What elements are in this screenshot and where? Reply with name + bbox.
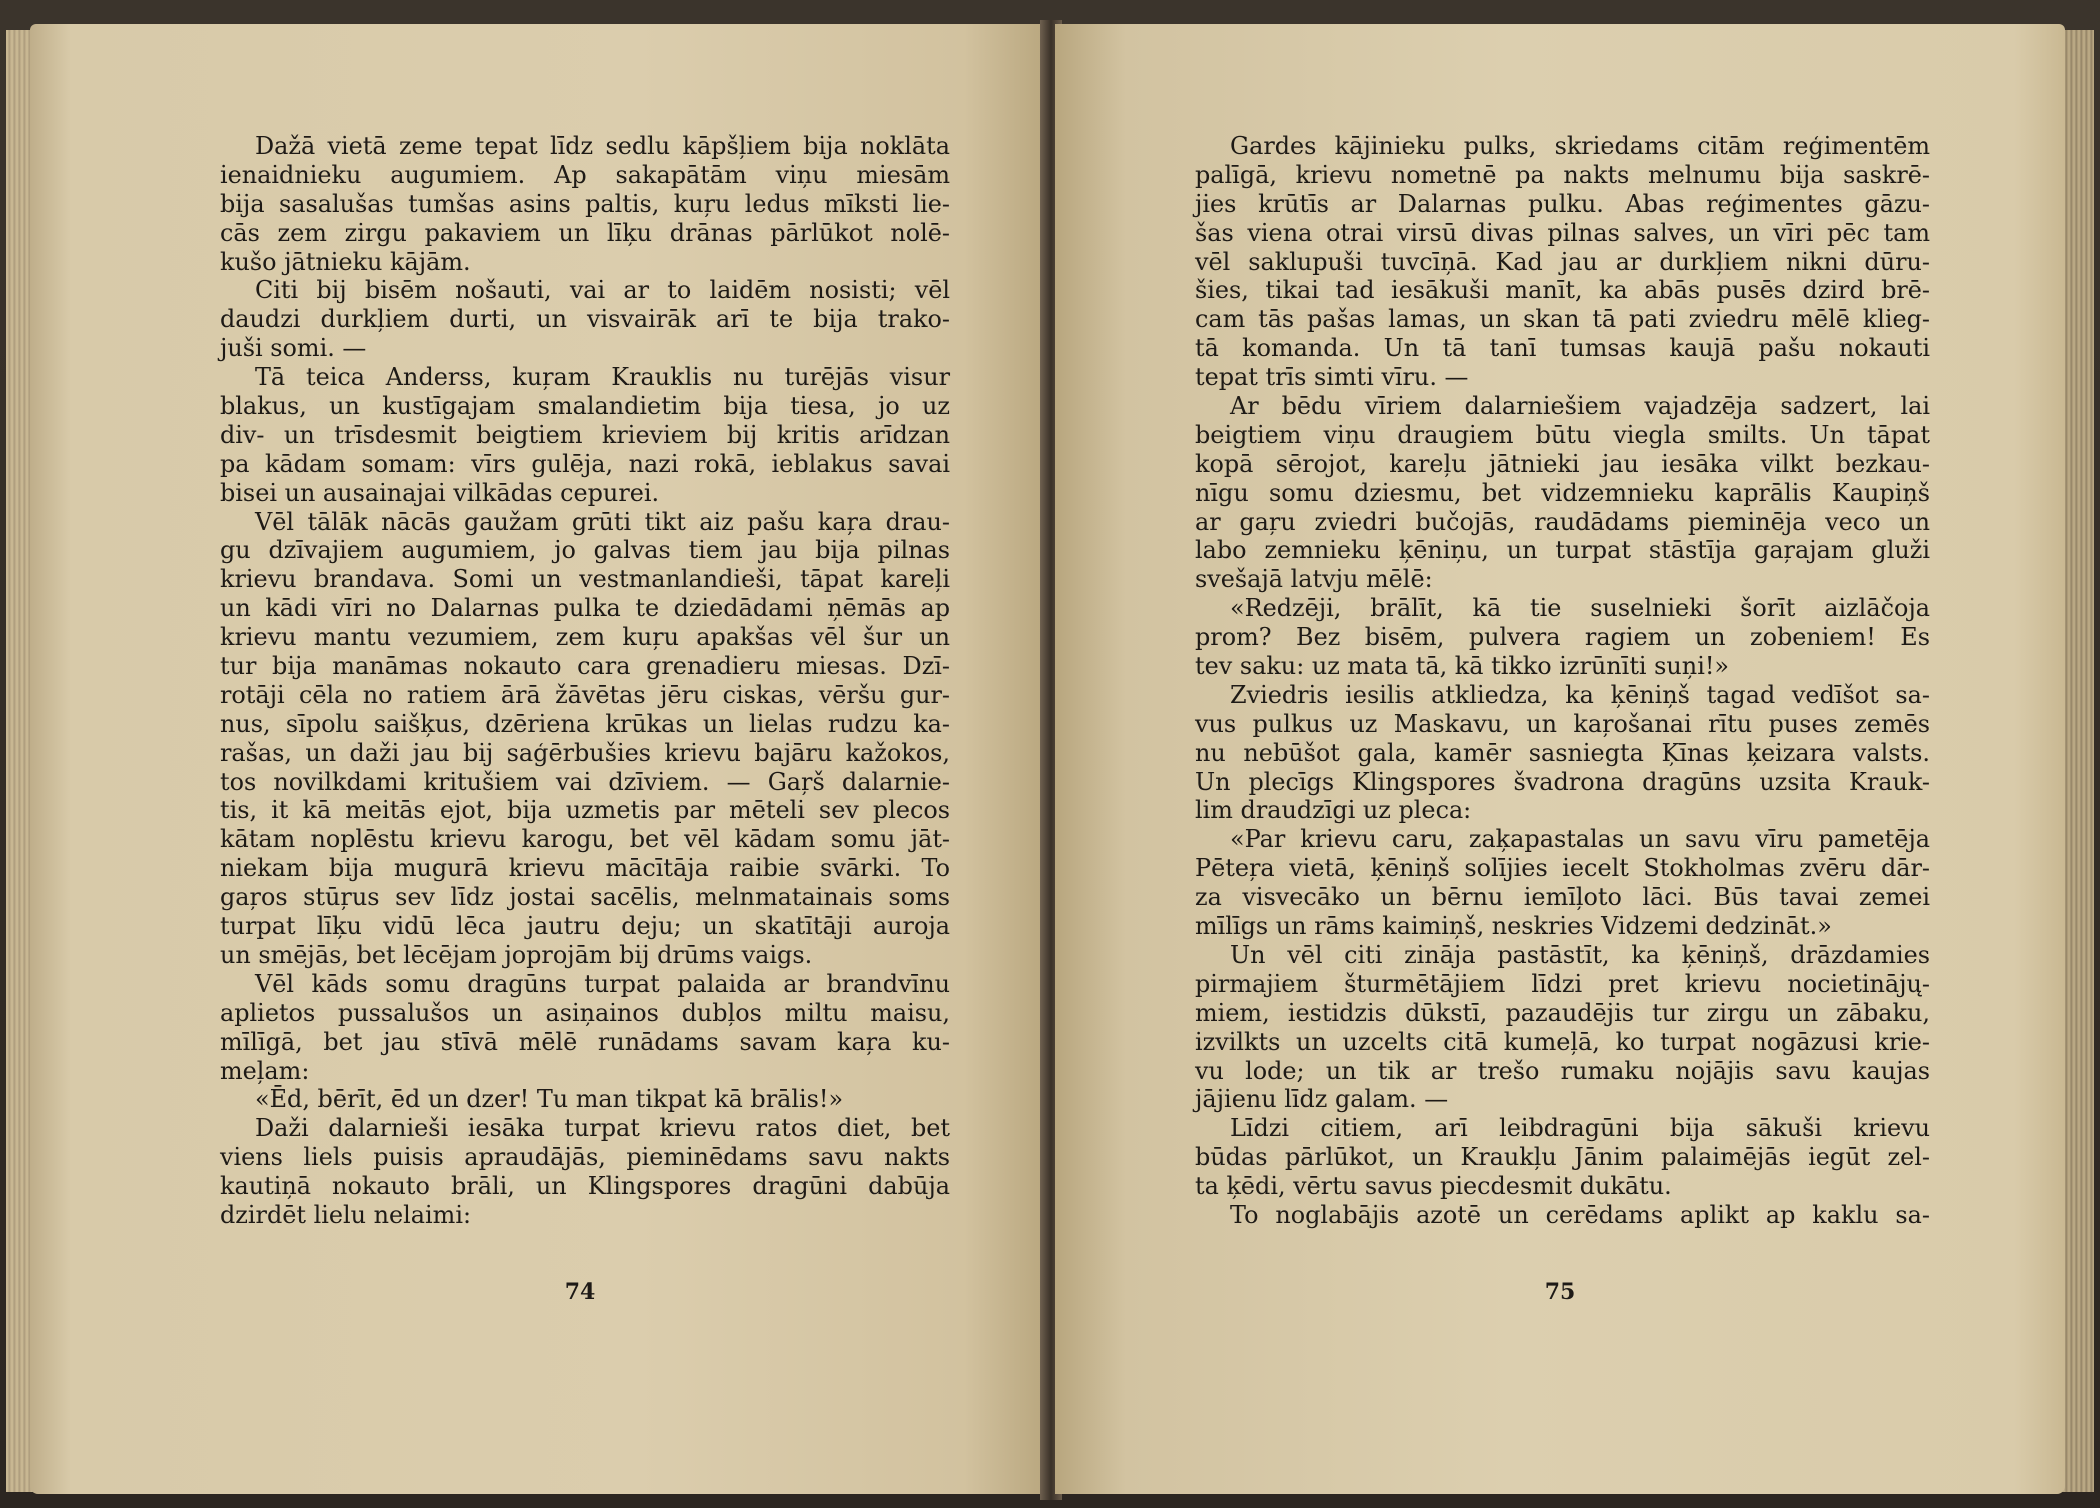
text-line: vēl saklupuši tuvcīņā. Kad jau ar durkļiem nikni dūru- [1195, 247, 1930, 276]
text-line: nīgu somu dziesmu, bet vidzemnieku kaprālis Kaupiņš [1195, 478, 1930, 507]
text-line: beigtiem viņu draugiem būtu viegla smilts. Un tāpat [1195, 420, 1930, 449]
text-line: turpat līķu vidū lēca jautru deju; un skatītāji auroja [220, 912, 950, 941]
text-line: krievu brandava. Somi un vestmanlandieši, tāpat kareļi [220, 565, 950, 594]
right-page-number: 75 [1544, 1279, 1576, 1305]
text-line: blakus, un kustīgajam smalandietim bija tiesa, jo uz [220, 392, 950, 421]
text-line: tepat trīs simti vīru. — [1195, 363, 1469, 392]
text-line: Gardes kājinieku pulks, skriedams citām reģimentēm [1230, 132, 1930, 160]
text-line: būdas pārlūkot, un Kraukļu Jānim palaimējās iegūt zel- [1195, 1143, 1930, 1172]
text-line: vu lode; un tik ar trešo rumaku nojājis savu kaujas [1195, 1056, 1930, 1085]
text-line: Līdzi citiem, arī leibdragūni bija sākuši krievu [1230, 1114, 1930, 1143]
text-line: bisei un ausainajai vilkādas cepurei. [220, 478, 660, 507]
text-line: ienaidnieku augumiem. Ap sakapātām viņu miesām [220, 160, 950, 189]
left-page-number: 74 [564, 1279, 596, 1305]
text-line: rotāji cēla no ratiem ārā žāvētas jēru ciskas, vēršu gur- [220, 680, 950, 709]
text-line: kautiņā nokauto brāli, un Klingspores dragūni dabūja [220, 1172, 950, 1201]
text-line: šies, tikai tad iesākuši manīt, ka abās pusēs dzird brē- [1195, 276, 1930, 305]
text-line: šas viena otrai virsū divas pilnas salves, un vīri pēc tam [1195, 218, 1930, 247]
text-line: vus pulkus uz Maskavu, un kaŗošanai rītu puses zemēs [1195, 709, 1930, 738]
text-line: Zviedris iesilis atkliedza, ka ķēniņš tagad vedīšot sa- [1230, 680, 1930, 709]
text-line: palīgā, krievu nometnē pa nakts melnumu bija saskrē- [1195, 160, 1930, 189]
text-line: Vēl kāds somu dragūns turpat palaida ar brandvīnu [255, 969, 950, 998]
text-line: cam tās pašas lamas, un skan tā pati zviedru mēlē klieg- [1195, 305, 1930, 334]
text-line: un kādi vīri no Dalarnas pulka te dziedādami ņēmās ap [220, 594, 950, 623]
text-line: ar gaŗu zviedri bučojās, raudādams pieminēja veco un [1195, 507, 1930, 536]
text-line: kopā sērojot, kareļu jātnieki jau iesāka vilkt bezkau- [1195, 449, 1930, 478]
text-line: nu nebūšot gala, kamēr sasniegta Ķīnas ķeizara valsts. [1195, 738, 1930, 767]
left-page [30, 24, 1045, 1494]
text-line: bija sasalušas tumšas asins paltis, kuŗu ledus mīksti lie- [220, 189, 950, 218]
text-line: dzirdēt lielu nelaimi: [220, 1200, 472, 1229]
text-line: pa kādam somam: vīrs gulēja, nazi rokā, ieblakus savai [220, 449, 950, 478]
text-line: tur bija manāmas nokauto cara grenadieru miesas. Dzī- [220, 652, 950, 681]
right-page-text [1195, 132, 1930, 1230]
text-line: za visvecāko un bērnu iemīļoto lāci. Būs tavai zemei [1195, 883, 1930, 912]
text-line: daudzi durkļiem durti, un visvairāk arī te bija trako- [220, 305, 950, 334]
text-line: Citi bij bisēm nošauti, vai ar to laidēm nosisti; vēl [255, 276, 950, 305]
text-line: kātam noplēstu krievu karogu, bet vēl kādam somu jāt- [220, 825, 950, 854]
text-line: mīlīgs un rāms kaimiņš, neskries Vidzemi dedzināt.» [1195, 912, 1832, 941]
text-line: nus, sīpolu saišķus, dzēriena krūkas un lielas rudzu ka- [220, 709, 950, 738]
text-line: Pēteŗa vietā, ķēniņš solījies iecelt Stokholmas zvēru dār- [1195, 854, 1930, 883]
text-line: To noglabājis azotē un cerēdams aplikt ap kaklu sa- [1230, 1200, 1930, 1229]
text-line: viens liels puisis apraudājās, pieminēdams savu nakts [220, 1143, 950, 1172]
text-line: pirmajiem šturmētājiem līdzi pret krievu nocietinājų- [1195, 969, 1930, 998]
text-line: «Par krievu caru, zaķapastalas un savu vīru pametēja [1230, 825, 1930, 854]
text-line: Tā teica Anderss, kuŗam Krauklis nu turējās visur [255, 363, 950, 392]
right-page [1055, 24, 2065, 1494]
text-line: juši somi. — [220, 334, 367, 363]
text-line: Ar bēdu vīriem dalarniešiem vajadzēja sadzert, lai [1230, 392, 1930, 421]
text-line: kušo jātnieku kājām. [220, 247, 471, 276]
text-line: gu dzīvajiem augumiem, jo galvas tiem jau bija pilnas [220, 536, 950, 565]
text-line: tā komanda. Un tā tanī tumsas kaujā pašu nokauti [1195, 334, 1930, 363]
text-line: Daži dalarnieši iesāka turpat krievu ratos diet, bet [255, 1114, 950, 1143]
text-line: «Redzēji, brālīt, kā tie suselnieki šorīt aizlāčoja [1230, 594, 1930, 623]
text-line: jājienu līdz galam. — [1195, 1085, 1449, 1114]
text-line: aplietos pussalušos un asiņainos dubļos miltu maisu, [220, 998, 950, 1027]
text-line: labo zemnieku ķēniņu, un turpat stāstīja gaŗajam gluži [1195, 536, 1930, 565]
text-line: Dažā vietā zeme tepat līdz sedlu kāpšļiem bija noklāta [255, 132, 950, 160]
text-line: mīlīgā, bet jau stīvā mēlē runādams savam kaŗa ku- [220, 1027, 950, 1056]
text-line: ta ķēdi, vērtu savus piecdesmit dukātu. [1195, 1172, 1672, 1201]
text-line: tis, it kā meitās ejot, bija uzmetis par mēteli sev plecos [220, 796, 950, 825]
text-line: svešajā latvju mēlē: [1195, 565, 1433, 594]
text-line: «Ēd, bērīt, ēd un dzer! Tu man tikpat kā brālis!» [255, 1085, 844, 1114]
text-line: cās zem zirgu pakaviem un līķu drānas pārlūkot nolē- [220, 218, 950, 247]
text-line: lim draudzīgi uz pleca: [1195, 796, 1472, 825]
text-line: niekam bija mugurā krievu mācītāja raibie svārki. To [220, 854, 950, 883]
text-line: krievu mantu vezumiem, zem kuŗu apakšas vēl šur un [220, 623, 950, 652]
text-line: Un vēl citi zināja pastāstīt, ka ķēniņš, drāzdamies [1230, 940, 1930, 969]
text-line: Un plecīgs Klingspores švadrona dragūns uzsita Krauk- [1195, 767, 1930, 796]
text-line: gaŗos stūŗus sev līdz jostai sacēlis, melnmatainais soms [220, 883, 950, 912]
text-line: un smējās, bet lēcējam joprojām bij drūms vaigs. [220, 940, 813, 969]
text-line: meļam: [220, 1056, 310, 1085]
text-line: prom? Bez bisēm, pulvera ragiem un zobeniem! Es [1195, 623, 1930, 652]
text-line: miem, iestidzis dūkstī, pazaudējis tur zirgu un zābaku, [1195, 998, 1930, 1027]
left-page-text [220, 132, 950, 1230]
text-line: tev saku: uz mata tā, kā tikko izrūnīti suņi!» [1195, 652, 1730, 681]
text-line: div- un trīsdesmit beigtiem krieviem bij kritis arīdzan [220, 420, 950, 449]
text-line: tos novilkdami kritušiem vai dzīviem. — Gaŗš dalarnie- [220, 767, 950, 796]
text-line: jies krūtīs ar Dalarnas pulku. Abas reģimentes gāzu- [1195, 189, 1930, 218]
text-line: Vēl tālāk nācās gaužam grūti tikt aiz pašu kaŗa drau- [255, 507, 950, 536]
text-line: izvilkts un uzcelts citā kumeļā, ko turpat nogāzusi krie- [1195, 1027, 1930, 1056]
text-line: rašas, un daži jau bij saģērbušies krievu bajāru kažokos, [220, 738, 950, 767]
